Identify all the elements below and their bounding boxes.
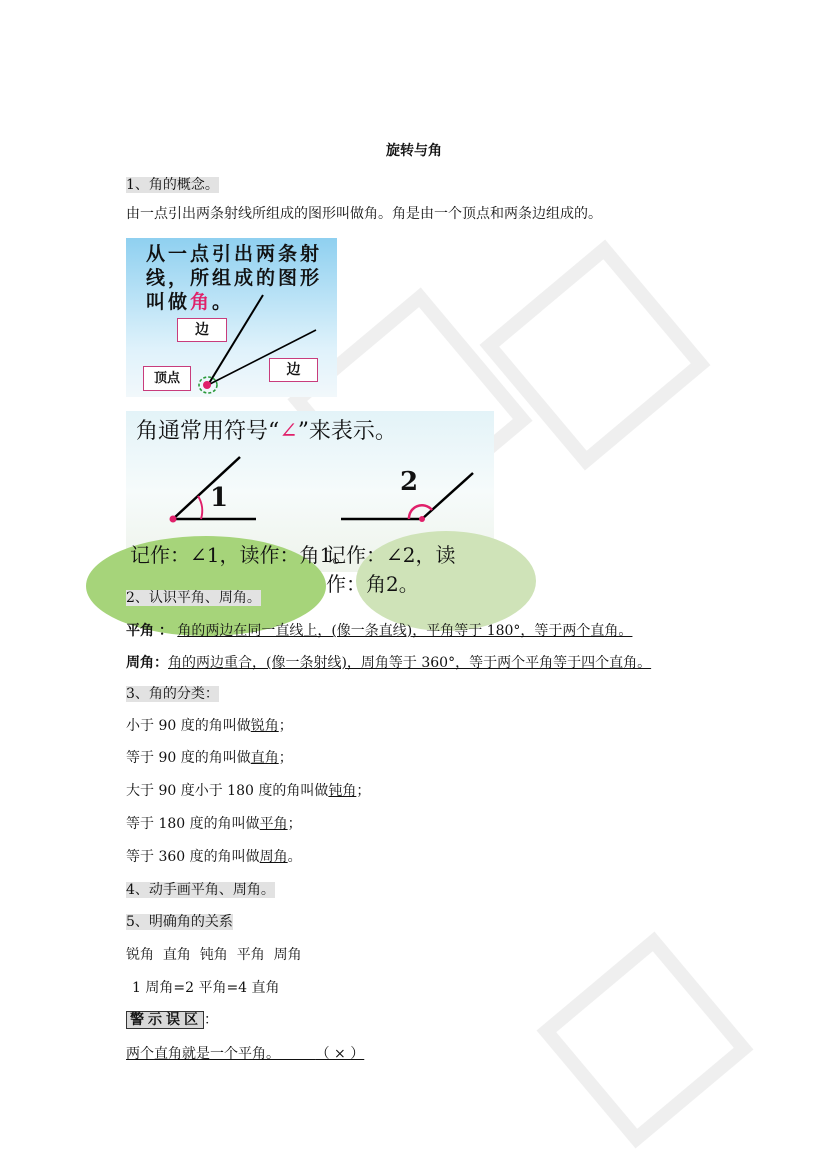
angle-relation: 1 周角=2 平角=4 直角 [132,980,280,996]
section-heading: 3、角的分类： [126,686,219,702]
warning-label: 警示误区 [126,1011,204,1029]
section-heading: 2、认识平角、周角。 [126,590,261,606]
angle-symbol-figure [126,411,494,596]
answer: （ × ） [315,1046,365,1062]
list-item: 大于 90 度小于 180 度的角叫做钝角； [126,783,371,799]
paragraph: 由一点引出两条射线所组成的图形叫做角。角是由一个顶点和两条边组成的。 [126,206,602,222]
figure-highlight: 角 [190,291,213,313]
definition: 角的两边重合，(像一条射线)，周角等于 360°，等于两个平角等于四个直角。 [168,655,652,671]
section-heading: 1、角的概念。 [126,177,219,193]
list-item: 等于 180 度的角叫做平角； [126,816,302,832]
figure-text: 从一点引出两条射 [146,243,323,265]
term-label: 平角 ： [126,623,173,639]
list-item: 等于 360 度的角叫做周角。 [126,849,302,865]
vertex-label: 顶点 [143,366,191,391]
side-label: 边 [177,318,227,342]
list-item: 小于 90 度的角叫做锐角； [126,718,293,734]
angle-definition-figure [126,238,337,397]
angle-symbol: ∠ [279,419,298,444]
page-title: 旋转与角 [386,143,442,159]
angle-number: 1 [210,483,229,513]
notation-note: 记作：∠1，读作：角1。 [130,543,353,567]
figure-text: 。 [212,291,235,313]
term-label: 周角： [126,655,168,671]
definition: 角的两边在同一直线上，(像一条直线)，平角等于 180°，等于两个直角。 [177,623,633,639]
side-label: 边 [269,358,318,382]
figure-caption: ”来表示。 [297,419,397,444]
warning-statement: 两个直角就是一个平角。 （ × ） [126,1046,365,1062]
section-heading: 4、动手画平角、周角。 [126,882,275,898]
notation-note: 记作：∠2，读作：角2。 [326,543,456,596]
section-heading: 5、明确角的关系 [126,914,233,930]
figure-caption: 角通常用符号“ [136,419,280,444]
figure-text: 叫做 [146,291,191,313]
list-item: 等于 90 度的角叫做直角； [126,750,293,766]
angle-number: 2 [400,467,419,497]
angle-list: 锐角 直角 钝角 平角 周角 [126,947,302,963]
figure-text: 线，所组成的图形 [146,267,323,289]
colon: ： [204,1012,218,1028]
